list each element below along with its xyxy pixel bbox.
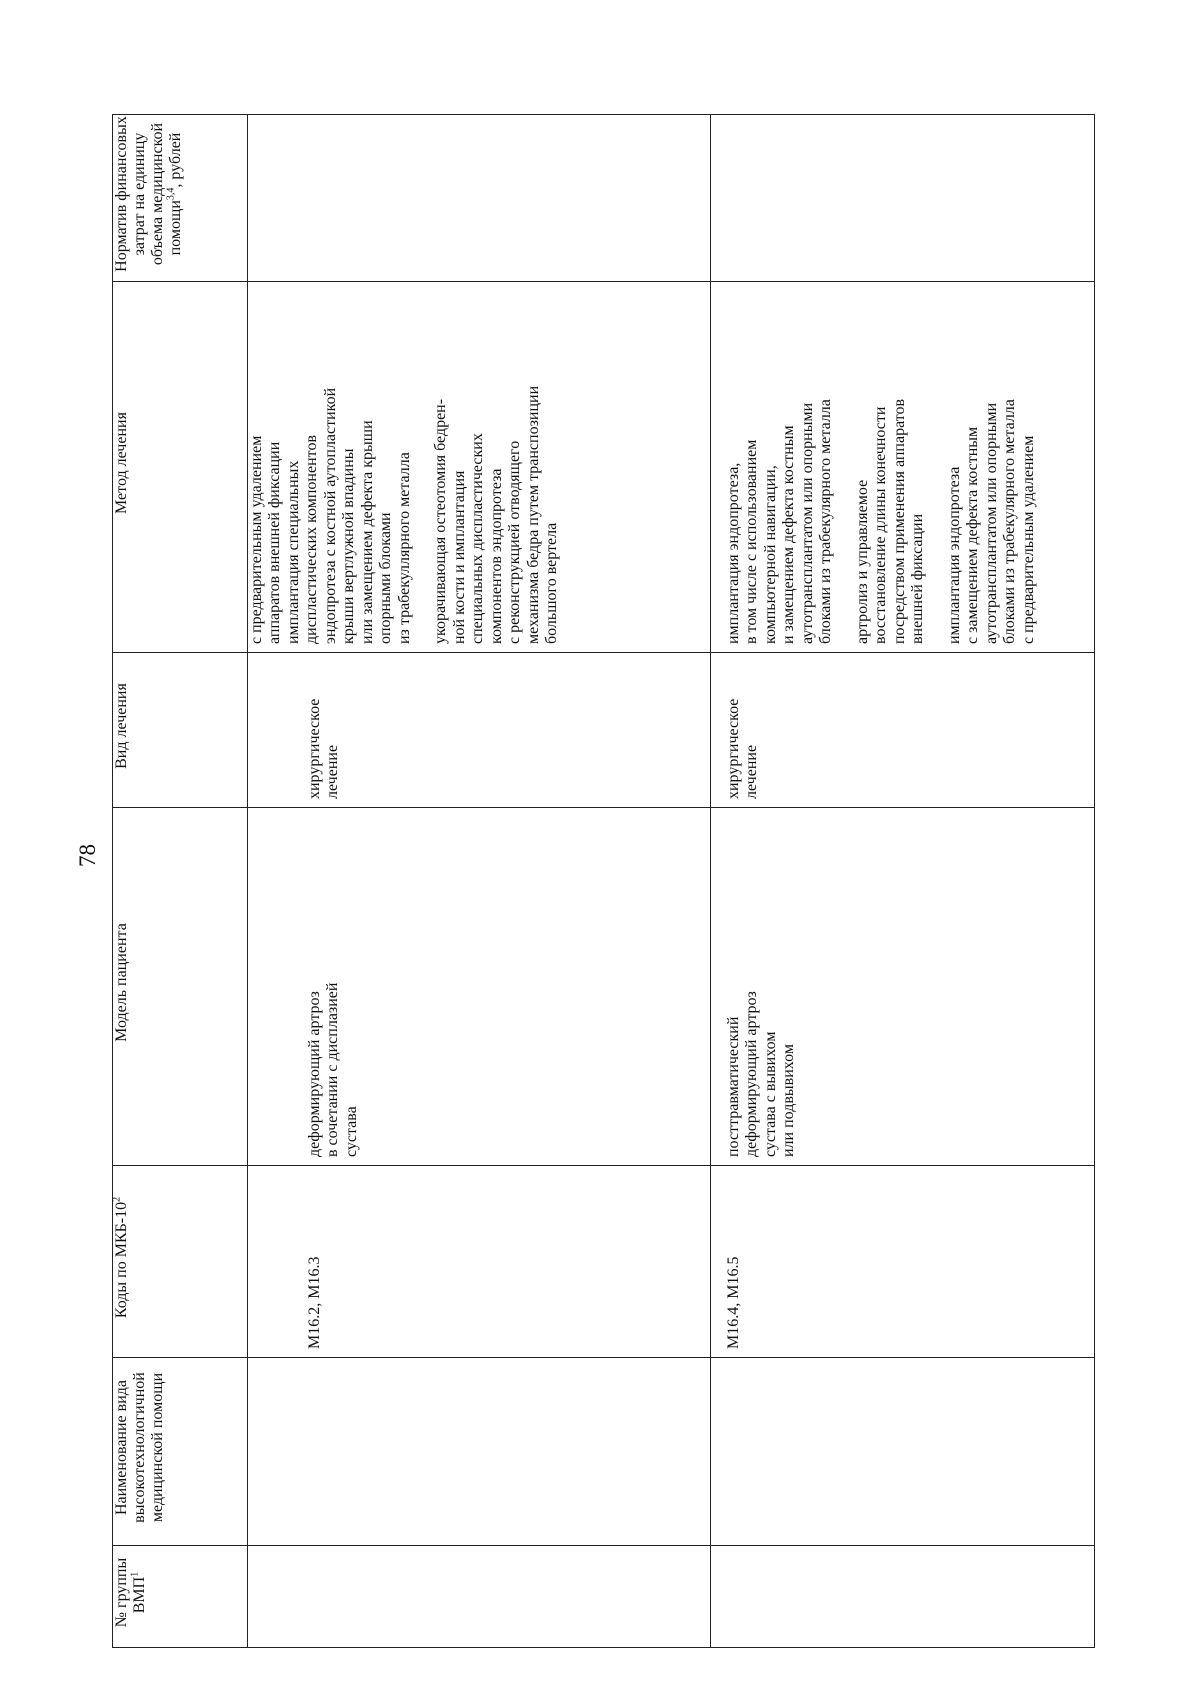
table-row bbox=[710, 115, 1094, 1648]
table-row bbox=[247, 115, 710, 1648]
cell-cost bbox=[710, 115, 1094, 282]
header-patient-model: Модель пациента bbox=[113, 808, 248, 1166]
cell-patient-model bbox=[710, 808, 1094, 1166]
header-icd-codes: Коды по МКБ-$10^2$ bbox=[113, 1166, 248, 1358]
icd-codes-text: M16.2, M16.3 bbox=[305, 1256, 323, 1349]
method-text: имплантация эндопротеза с замещением дефекта костным аутотрансплантатом или опорными блоками из трабекулярного металла с предварительным удалением bbox=[945, 399, 1037, 644]
cell-group-no bbox=[247, 1546, 710, 1648]
header-treatment-type: Вид лечения bbox=[113, 653, 248, 808]
method-text: укорачивающая остеотомия бедрен- ной кости и имплантация специальных диспластических компонентов эндопротеза с реконструкцией отводящего механизма бедра путем транспозиции большого вертела bbox=[432, 385, 561, 644]
cell-cost bbox=[247, 115, 710, 282]
vmp-table bbox=[112, 114, 1095, 1648]
table-header-row bbox=[113, 115, 248, 1648]
cell-group-no bbox=[710, 1546, 1094, 1648]
cell-patient-model bbox=[247, 808, 710, 1166]
page-number: 78 bbox=[75, 844, 100, 867]
treatment-type-text: хирургическое лечение bbox=[305, 698, 342, 799]
icd-codes-text: M16.4, M16.5 bbox=[724, 1256, 742, 1349]
cell-vmp-name bbox=[710, 1358, 1094, 1546]
header-vmp-name: Наименование вида высокотехнологичной медицинской помощи bbox=[113, 1358, 248, 1546]
cell-treatment-type bbox=[710, 653, 1094, 808]
treatment-type-text: хирургическое лечение bbox=[724, 698, 761, 799]
header-group-no: № группы ВМП$^1$ bbox=[113, 1546, 248, 1648]
patient-model-text: посттравматический деформирующий артроз сустава с вывихом или подвывихом bbox=[724, 991, 798, 1157]
cell-treatment-type bbox=[247, 653, 710, 808]
method-text: с предварительным удалением аппаратов внешней фиксации bbox=[247, 435, 284, 644]
method-text: артролиз и управляемое восстановление длины конечности посредством применения аппаратов внешней фиксации bbox=[853, 398, 927, 644]
cell-icd-codes bbox=[710, 1166, 1094, 1358]
header-cost-norm: Норматив финансовых затрат на единицу объема медицинской помощи$^{3,4}$, рублей bbox=[113, 115, 248, 282]
cell-treatment-method bbox=[710, 282, 1094, 653]
method-text: имплантация специальных диспластических компонентов эндопротеза с костной аутопластикой крыши вертлужной впадины или замещением дефекта крыши опорными блоками из трабекуллярного металла bbox=[284, 387, 413, 644]
cell-treatment-method bbox=[247, 282, 710, 653]
method-text: имплантация эндопротеза, в том числе с использованием компьютерной навигации, и замещением дефекта костным аутотрансплантатом или опорными блоками из трабекулярного металла bbox=[724, 399, 835, 644]
header-treatment-method: Метод лечения bbox=[113, 282, 248, 653]
cell-vmp-name bbox=[247, 1358, 710, 1546]
cell-icd-codes bbox=[247, 1166, 710, 1358]
patient-model-text: деформирующий артроз в сочетании с дисплазией сустава bbox=[305, 982, 360, 1157]
